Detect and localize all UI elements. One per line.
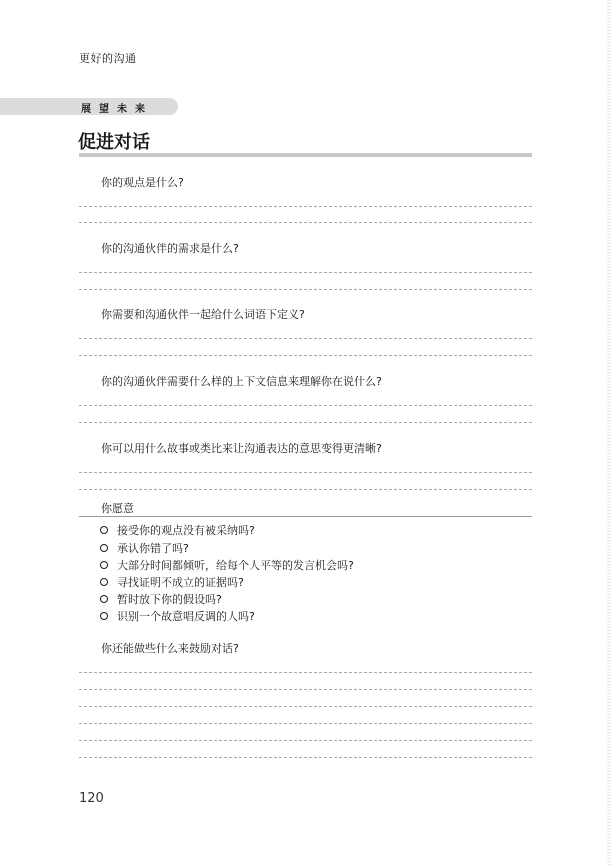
answer-line[interactable] [79,206,532,207]
question-2: 你的沟通伙伴的需求是什么? [101,242,239,255]
question-3: 你需要和沟通伙伴一起给什么词语下定义? [101,308,305,321]
checkbox-circle-icon[interactable] [100,526,108,534]
checklist-item[interactable] [100,574,244,590]
checklist-item-label: 承认你错了吗? [117,542,189,555]
answer-line[interactable] [79,355,532,356]
section-label: 展望未来 [81,104,153,115]
answer-line[interactable] [79,672,532,673]
answer-line[interactable] [79,289,532,290]
answer-line[interactable] [79,489,532,490]
question-5: 你可以用什么故事或类比来让沟通表达的意思变得更清晰? [101,442,382,455]
final-question: 你还能做些什么来鼓励对话? [101,642,239,655]
checklist-item[interactable] [100,608,255,624]
checkbox-circle-icon[interactable] [100,561,108,569]
checkbox-circle-icon[interactable] [100,578,108,586]
answer-line[interactable] [79,723,532,724]
question-1: 你的观点是什么? [101,176,184,189]
checklist-item-label: 暂时放下你的假设吗? [117,593,222,606]
title-underline [79,153,532,157]
checklist-item[interactable] [100,522,255,538]
checklist-item[interactable] [100,591,222,607]
answer-line[interactable] [79,422,532,423]
answer-line[interactable] [79,740,532,741]
willing-heading: 你愿意 [101,502,134,515]
answer-line[interactable] [79,405,532,406]
checkbox-circle-icon[interactable] [100,544,108,552]
checklist-item-label: 接受你的观点没有被采纳吗? [117,524,255,537]
checklist-item[interactable] [100,557,354,573]
checklist-item-label: 寻找证明不成立的证据吗? [117,576,244,589]
section-tab [0,98,178,115]
question-4: 你的沟通伙伴需要什么样的上下文信息来理解你在说什么? [101,375,382,388]
answer-line[interactable] [79,272,532,273]
page-number: 120 [79,791,104,806]
checklist-item-label: 识别一个故意唱反调的人吗? [117,610,255,623]
answer-line[interactable] [79,472,532,473]
page-edge-decoration [607,0,611,867]
page-title: 促进对话 [78,132,150,153]
answer-line[interactable] [79,338,532,339]
checkbox-circle-icon[interactable] [100,595,108,603]
running-header: 更好的沟通 [79,52,137,65]
checklist-item[interactable] [100,540,189,556]
answer-line[interactable] [79,689,532,690]
answer-line[interactable] [79,757,532,758]
willing-divider [79,516,532,517]
answer-line[interactable] [79,706,532,707]
checkbox-circle-icon[interactable] [100,612,108,620]
answer-line[interactable] [79,222,532,223]
checklist-item-label: 大部分时间都倾听，给每个人平等的发言机会吗? [117,559,354,572]
